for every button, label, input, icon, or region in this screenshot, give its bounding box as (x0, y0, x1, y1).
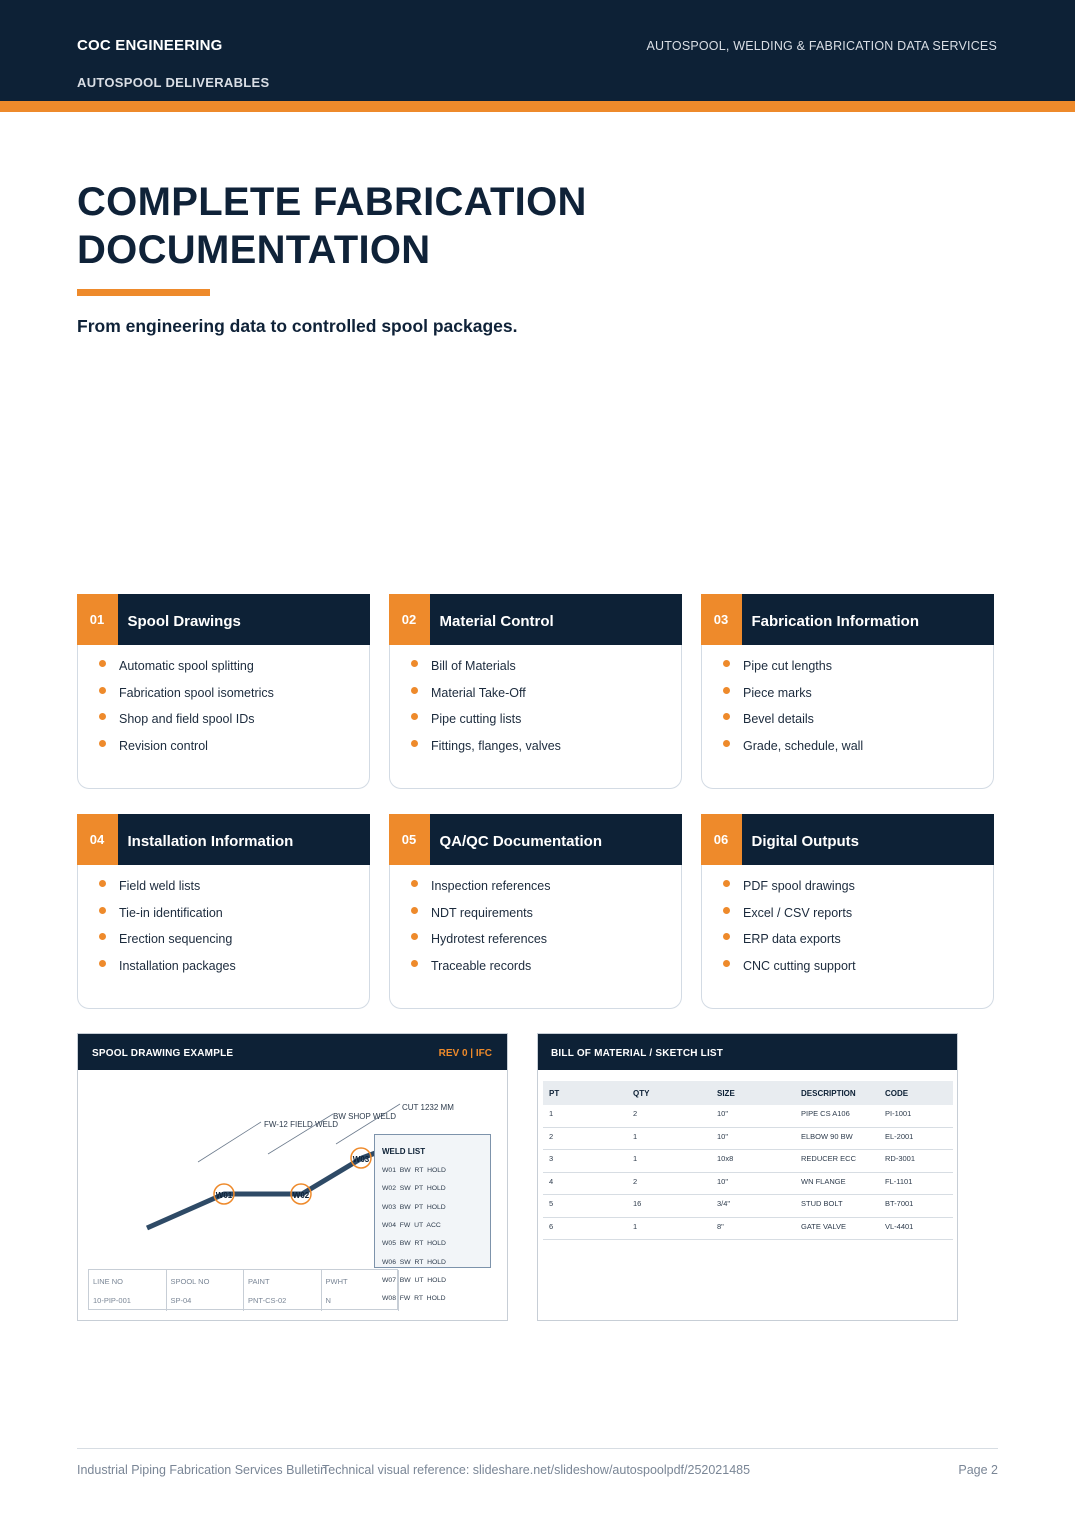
page-number: Page 2 (958, 1463, 998, 1477)
footer-publication: Industrial Piping Fabrication Services Bulletin (77, 1463, 328, 1477)
card-number: 06 (701, 814, 742, 865)
table-cell: 1 (549, 1109, 554, 1118)
panel-title: BILL OF MATERIAL / SKETCH LIST (551, 1048, 724, 1059)
weld-marker-label: W01 (215, 1191, 233, 1200)
table-cell: GATE VALVE (801, 1221, 847, 1231)
card-list-item-label: CNC cutting support (743, 959, 856, 974)
bom-table (543, 1081, 953, 1240)
table-cell: 10" (717, 1109, 729, 1118)
title-block-cell (167, 1270, 245, 1311)
table-cell: PI-1001 (885, 1109, 912, 1118)
card-list-item (98, 737, 274, 764)
weld-list-row: W05 BW RT HOLD (382, 1240, 446, 1248)
table-cell: 1 (633, 1131, 638, 1141)
bullet-dot-icon (99, 660, 106, 667)
table-cell: STUD BOLT (801, 1199, 843, 1208)
card-list-item-label: Grade, schedule, wall (743, 739, 864, 754)
card-header (701, 594, 994, 645)
bom-table-header (543, 1081, 953, 1105)
table-cell: 8" (717, 1221, 724, 1231)
card-header (389, 814, 682, 865)
title-block-key: PAINT (248, 1277, 270, 1286)
revision-badge: REV 0 | IFC (438, 1048, 492, 1059)
footer-reference: Technical visual reference: slideshare.net/slideshow/autospoolpdf/252021485 (322, 1463, 751, 1477)
card-list-item (98, 904, 236, 931)
card-title: Installation Information (127, 833, 294, 850)
bullet-dot-icon (411, 960, 418, 967)
bullet-dot-icon (99, 687, 106, 694)
bom-column-header: SIZE (717, 1089, 735, 1098)
card-list-item (722, 657, 863, 684)
card-list (410, 877, 551, 984)
deliverable-card (77, 814, 370, 1009)
table-cell: PIPE CS A106 (801, 1109, 850, 1118)
card-list-item-label: NDT requirements (431, 905, 533, 920)
section-label: AUTOSPOOL DELIVERABLES (77, 75, 270, 90)
table-cell: 2 (633, 1176, 638, 1186)
table-cell: VL-4401 (885, 1221, 914, 1231)
card-list-item-label: Material Take-Off (431, 685, 526, 700)
page-title (77, 178, 777, 274)
table-cell: BT-7001 (885, 1199, 914, 1208)
card-list-item (722, 930, 856, 957)
title-line-2: DOCUMENTATION (77, 228, 431, 272)
card-list-item-label: Bevel details (743, 712, 814, 727)
bullet-dot-icon (723, 933, 730, 940)
table-cell: 5 (549, 1199, 554, 1208)
bom-column-header: QTY (633, 1089, 650, 1098)
card-list-item (722, 710, 863, 737)
card-list-item (410, 904, 551, 931)
card-list-item (722, 737, 863, 764)
card-list-item (410, 877, 551, 904)
table-row (543, 1150, 953, 1173)
header-accent-bar (0, 101, 1075, 112)
weld-list-row: W08 FW RT HOLD (382, 1295, 446, 1303)
weld-list-row: W07 BW UT HOLD (382, 1276, 447, 1284)
table-cell: 1 (633, 1221, 638, 1231)
bullet-dot-icon (723, 880, 730, 887)
bullet-dot-icon (99, 880, 106, 887)
title-block-cell (244, 1270, 322, 1311)
weld-list-title: WELD LIST (382, 1147, 426, 1156)
card-title: Spool Drawings (127, 613, 241, 630)
card-list-item-label: Shop and field spool IDs (119, 712, 255, 727)
card-list-item-label: Inspection references (431, 879, 551, 893)
panel-header (538, 1034, 957, 1070)
weld-marker-w02 (291, 1184, 311, 1204)
spool-drawing-panel (77, 1033, 508, 1321)
card-header (77, 814, 370, 865)
card-list (722, 877, 856, 984)
title-block-value: PNT-CS-02 (248, 1296, 287, 1305)
table-cell: 3 (549, 1154, 554, 1163)
table-cell: 3/4" (717, 1199, 731, 1208)
deliverable-card (77, 594, 370, 789)
bom-column-header: PT (549, 1089, 560, 1098)
card-list-item-label: Erection sequencing (119, 932, 233, 947)
deliverable-card (701, 814, 994, 1009)
title-block-key: SPOOL NO (170, 1277, 210, 1286)
table-cell: 1 (633, 1154, 638, 1163)
card-list-item (98, 710, 274, 737)
card-list-item-label: Piece marks (743, 685, 812, 700)
weld-list-row: W01 BW RT HOLD (382, 1167, 446, 1174)
card-list-item (98, 657, 274, 684)
bullet-dot-icon (723, 687, 730, 694)
table-cell: ELBOW 90 BW (801, 1131, 853, 1141)
title-block-value: 10-PIP-001 (93, 1296, 131, 1305)
card-list-item-label: Fabrication spool isometrics (119, 685, 274, 700)
footer-rule (77, 1448, 998, 1449)
shop-weld-label: BW SHOP WELD (333, 1112, 396, 1121)
weld-marker-w01 (214, 1184, 234, 1204)
bullet-dot-icon (411, 740, 418, 747)
card-list-item (98, 684, 274, 711)
card-list-item (98, 957, 236, 984)
card-list-item (410, 930, 551, 957)
card-list-item (410, 737, 561, 764)
bullet-dot-icon (723, 660, 730, 667)
card-list-item (722, 904, 856, 931)
card-list-item-label: Hydrotest references (431, 932, 548, 947)
bullet-dot-icon (723, 740, 730, 747)
bullet-dot-icon (411, 687, 418, 694)
weld-list-row: W06 SW RT HOLD (382, 1258, 446, 1266)
weld-marker-w03 (351, 1148, 371, 1168)
card-list-item (410, 657, 561, 684)
card-list-item (410, 957, 551, 984)
bullet-dot-icon (723, 907, 730, 914)
bom-panel (537, 1033, 958, 1321)
card-list-item-label: Bill of Materials (431, 659, 516, 673)
bom-table-body (543, 1105, 953, 1240)
card-title: QA/QC Documentation (439, 833, 603, 850)
deliverable-card (701, 594, 994, 789)
table-cell: 10" (717, 1176, 729, 1186)
card-number: 02 (389, 594, 430, 645)
table-cell: WN FLANGE (801, 1176, 846, 1186)
bom-column-header: DESCRIPTION (801, 1089, 856, 1098)
leader-line (198, 1122, 261, 1162)
card-list-item-label: Automatic spool splitting (119, 659, 254, 673)
card-list (98, 877, 236, 984)
bullet-dot-icon (99, 933, 106, 940)
brand-name: COC ENGINEERING (77, 37, 223, 54)
card-list-item (98, 930, 236, 957)
title-line-1: COMPLETE FABRICATION (77, 180, 587, 224)
bullet-dot-icon (99, 713, 106, 720)
drawing-title-block (88, 1269, 398, 1310)
card-list-item-label: Excel / CSV reports (743, 905, 853, 920)
title-accent-rule (77, 289, 210, 296)
card-title: Digital Outputs (751, 833, 859, 850)
bullet-dot-icon (411, 660, 418, 667)
bullet-dot-icon (99, 740, 106, 747)
table-cell: 10x8 (717, 1154, 734, 1163)
table-cell: 2 (633, 1109, 638, 1118)
table-cell: 16 (633, 1199, 642, 1208)
card-list-item (722, 957, 856, 984)
card-list-item-label: Tie-in identification (119, 905, 223, 920)
table-row (543, 1128, 953, 1151)
panel-title: SPOOL DRAWING EXAMPLE (92, 1048, 234, 1059)
title-block-value: SP-04 (170, 1296, 192, 1305)
weld-marker-label: W03 (352, 1155, 370, 1164)
card-header (77, 594, 370, 645)
bom-column-header: CODE (885, 1089, 909, 1098)
services-tagline: AUTOSPOOL, WELDING & FABRICATION DATA SERVICES (646, 39, 997, 53)
table-row (543, 1173, 953, 1196)
card-list-item-label: Installation packages (119, 959, 236, 974)
pipe-run (147, 1152, 378, 1228)
card-number: 05 (389, 814, 430, 865)
card-list-item-label: ERP data exports (743, 932, 841, 947)
card-list (722, 657, 863, 764)
card-list-item-label: Field weld lists (119, 879, 201, 893)
table-row (543, 1218, 953, 1241)
card-list-item-label: Traceable records (431, 959, 532, 974)
table-cell: 4 (549, 1176, 554, 1186)
deliverable-card (389, 814, 682, 1009)
table-cell: 10" (717, 1131, 729, 1141)
bullet-dot-icon (411, 907, 418, 914)
card-list-item (722, 684, 863, 711)
title-block-key: PWHT (325, 1277, 348, 1286)
bullet-dot-icon (411, 933, 418, 940)
card-list-item-label: PDF spool drawings (743, 879, 855, 893)
bullet-dot-icon (99, 907, 106, 914)
title-block-cell (322, 1270, 400, 1311)
table-row (543, 1105, 953, 1128)
table-cell: REDUCER ECC (801, 1154, 857, 1163)
card-number: 04 (77, 814, 118, 865)
weld-list-box (374, 1134, 491, 1303)
table-cell: 6 (549, 1221, 554, 1231)
title-block-value: N (325, 1296, 331, 1305)
bullet-dot-icon (411, 713, 418, 720)
card-list (98, 657, 274, 764)
weld-list-row: W02 SW PT HOLD (382, 1185, 446, 1193)
weld-list-row: W03 BW PT HOLD (382, 1203, 446, 1211)
card-header (701, 814, 994, 865)
card-header (389, 594, 682, 645)
card-list (410, 657, 561, 764)
cut-length-label: CUT 1232 MM (402, 1103, 454, 1112)
table-cell: EL-2001 (885, 1131, 914, 1141)
bullet-dot-icon (723, 960, 730, 967)
card-title: Material Control (439, 613, 554, 630)
table-cell: RD-3001 (885, 1154, 916, 1163)
card-number: 01 (77, 594, 118, 645)
card-list-item (410, 684, 561, 711)
card-list-item (722, 877, 856, 904)
table-row (543, 1195, 953, 1218)
card-title: Fabrication Information (751, 613, 920, 630)
bullet-dot-icon (99, 960, 106, 967)
bullet-dot-icon (411, 880, 418, 887)
page-subtitle: From engineering data to controlled spool packages. (77, 316, 518, 336)
card-list-item-label: Pipe cutting lists (431, 712, 522, 727)
title-block-cell (89, 1270, 167, 1311)
card-number: 03 (701, 594, 742, 645)
page-header (0, 0, 1075, 101)
table-cell: 2 (549, 1131, 554, 1141)
deliverable-card (389, 594, 682, 789)
field-weld-label: FW-12 FIELD WELD (264, 1120, 339, 1129)
title-block-key: LINE NO (93, 1277, 124, 1286)
card-list-item (410, 710, 561, 737)
card-list-item-label: Fittings, flanges, valves (431, 739, 561, 754)
table-cell: FL-1101 (885, 1176, 913, 1186)
card-list-item-label: Pipe cut lengths (743, 659, 832, 673)
weld-marker-label: W02 (292, 1191, 310, 1200)
weld-list-row: W04 FW UT ACC (382, 1221, 441, 1229)
card-list-item-label: Revision control (119, 739, 208, 754)
card-list-item (98, 877, 236, 904)
bullet-dot-icon (723, 713, 730, 720)
